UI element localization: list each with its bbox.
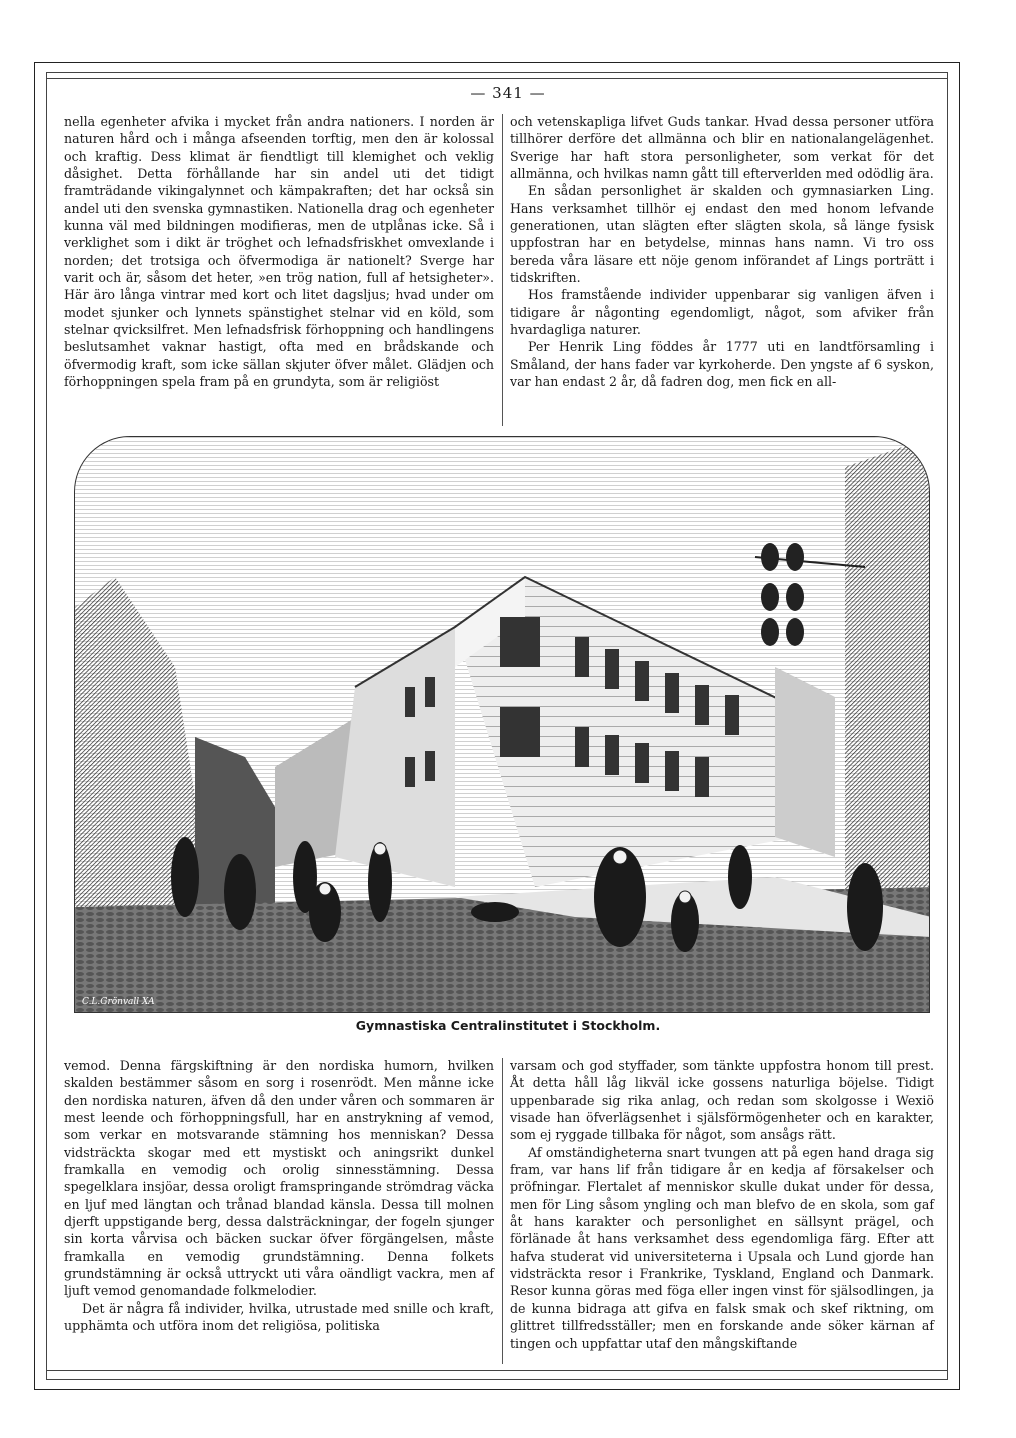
bottom-right-column: [510, 1057, 934, 1352]
page-number: — 341 —: [470, 84, 546, 102]
column-divider: [502, 114, 503, 426]
paragraph: vemod. Denna färgskiftning är den nordiska humorn, hvilken skalden bestämmer såsom en sorg i rosenrödt. Men månne icke den nordiska naturen, äfven då den under våren och sommaren är mest leende och förhoppningsfull, har en anstrykning af vemod, som verkar en motsvarande stämning hos menniskan? Dessa vidsträckta skogar med ett mystiskt och aningsrikt dunkel framkalla en vemodig och orolig sinnesstämning. Dessa spegelklara insjöar, dessa oroligt framspringande strömdrag väcka en ljuf med längtan och trånad blandad känsla. Dessa till molnen djerft uppstigande berg, dessa dalsträckningar, der fogeln sjunger sin korta vårvisa och bäcken suckar öfver förgängelsen, måste framkalla en vemodig grundstämning. Denna folkets grundstämning är också uttryckt uti våra oändligt vackra, men af ljuft vemod genomandade folkmelodier.: [64, 1058, 494, 1299]
header-rule: [46, 78, 948, 79]
column-divider: [502, 1058, 503, 1364]
engraver-signature: C.L.Grönvall XA: [82, 997, 155, 1007]
top-right-column: [510, 113, 934, 391]
paragraph: Det är några få individer, hvilka, utrustade med snille och kraft, upphämta och utföra inom det religiösa, politiska: [64, 1300, 494, 1334]
footer-rule: [46, 1370, 948, 1371]
paragraph: Af omständigheterna snart tvungen att på egen hand draga sig fram, var hans lif från tidigare år en kedja af försakelser och pröfningar. Flertalet af menniskor skulle dukat under för dessa, men för Ling såsom yngling och man blefvo de en skola, som gaf åt hans karakter och personlighet en sällsynt prägel, och förlänade åt hans verksamhet dess egendomliga färg. Efter att hafva studerat vid universiteterna i Upsala och Lund gjorde han vidsträckta resor i Frankrike, Tyskland, England och Danmark. Resor kunna göras med föga eller ingen vinst för själsodlingen, ja de kunna bidraga att gifva en falsk smak och skef riktning, om glittret tillfredsställer; men en forskande ande söker kärnan af tingen och uppfattar utaf den mångskiftande: [510, 1144, 934, 1351]
paragraph: nella egenheter afvika i mycket från andra nationers. I norden är naturen hård och i många afseenden torftig, men den är kolossal och kraftig. Dess klimat är fiendtligt till klemighet och veklig dåsighet. Detta förhållande har sin andel uti det tidigt framträdande vikingalynnet och kämpakraften; det har också sin andel uti den svenska gymnastiken. Nationella drag och egenheter kunna väl med bildningen modifieras, men de utplånas icke. Så i verklighet som i dikt är tröghet och lefnadsfriskhet omvexlande i norden; det trotsiga och öfvermodiga är nationelt? Sverge har varit och är, såsom det heter, »en trög nation, full af hetsigheter». Här äro långa vintrar med kort och litet dagsljus; hvad under om modet sjunker och lynnets spänstighet stelnar vid en köld, som stelnar qvicksilfret. Men lefnadsfrisk förhoppning och handlingens beslutsamhet vaknar hastigt, ofta med en brådskande och öfvermodig kraft, som icke sällan skjuter öfver målet. Glädjen och förhoppningen spela fram på en grundyta, som är religiöst: [64, 114, 494, 390]
illustration-caption: Gymnastiska Centralinstitutet i Stockholm.: [355, 1018, 661, 1033]
paragraph: varsam och god styffader, som tänkte uppfostra honom till prest. Åt detta håll låg likväl icke gossens naturliga böjelse. Tidigt uppenbarade sig rika anlag, och redan som skolgosse i Wexiö visade han öfverlägsenhet i själsförmögenheter och en karakter, som ej ryggade tillbaka för något, som ansågs rätt.: [510, 1058, 934, 1143]
paragraph: Hos framstående individer uppenbarar sig vanligen äfven i tidigare år någonting egendomligt, något, som afviker från hvardagliga naturer.: [510, 287, 934, 338]
street-scene-illustration: [75, 437, 930, 1013]
top-left-column: [64, 113, 494, 391]
paragraph: En sådan personlighet är skalden och gymnasiarken Ling. Hans verksamhet tillhör ej endast den med honom lefvande generationen, utan slägten efter slägten skola, så länge fysisk uppfostran har en betydelse, minnas hans namn. Vi tro oss bereda våra läsare ett nöje genom införandet af Lings porträtt i tidskriften.: [510, 183, 934, 286]
paragraph: Per Henrik Ling föddes år 1777 uti en landtförsamling i Småland, der hans fader var kyrkoherde. Den yngste af 6 syskon, var han endast 2 år, då fadren dog, men fick en all-: [510, 339, 934, 390]
engraving-gymnastics-institute: [74, 436, 930, 1013]
paragraph: och vetenskapliga lifvet Guds tankar. Hvad dessa personer utföra tillhörer derföre det allmänna och blir en nationalangelägenhet. Sverige har haft stora personligheter, som verkat för det allmänna, och hvilkas namn gått till efterverlden med odödlig ära.: [510, 114, 934, 182]
bottom-left-column: [64, 1057, 494, 1335]
